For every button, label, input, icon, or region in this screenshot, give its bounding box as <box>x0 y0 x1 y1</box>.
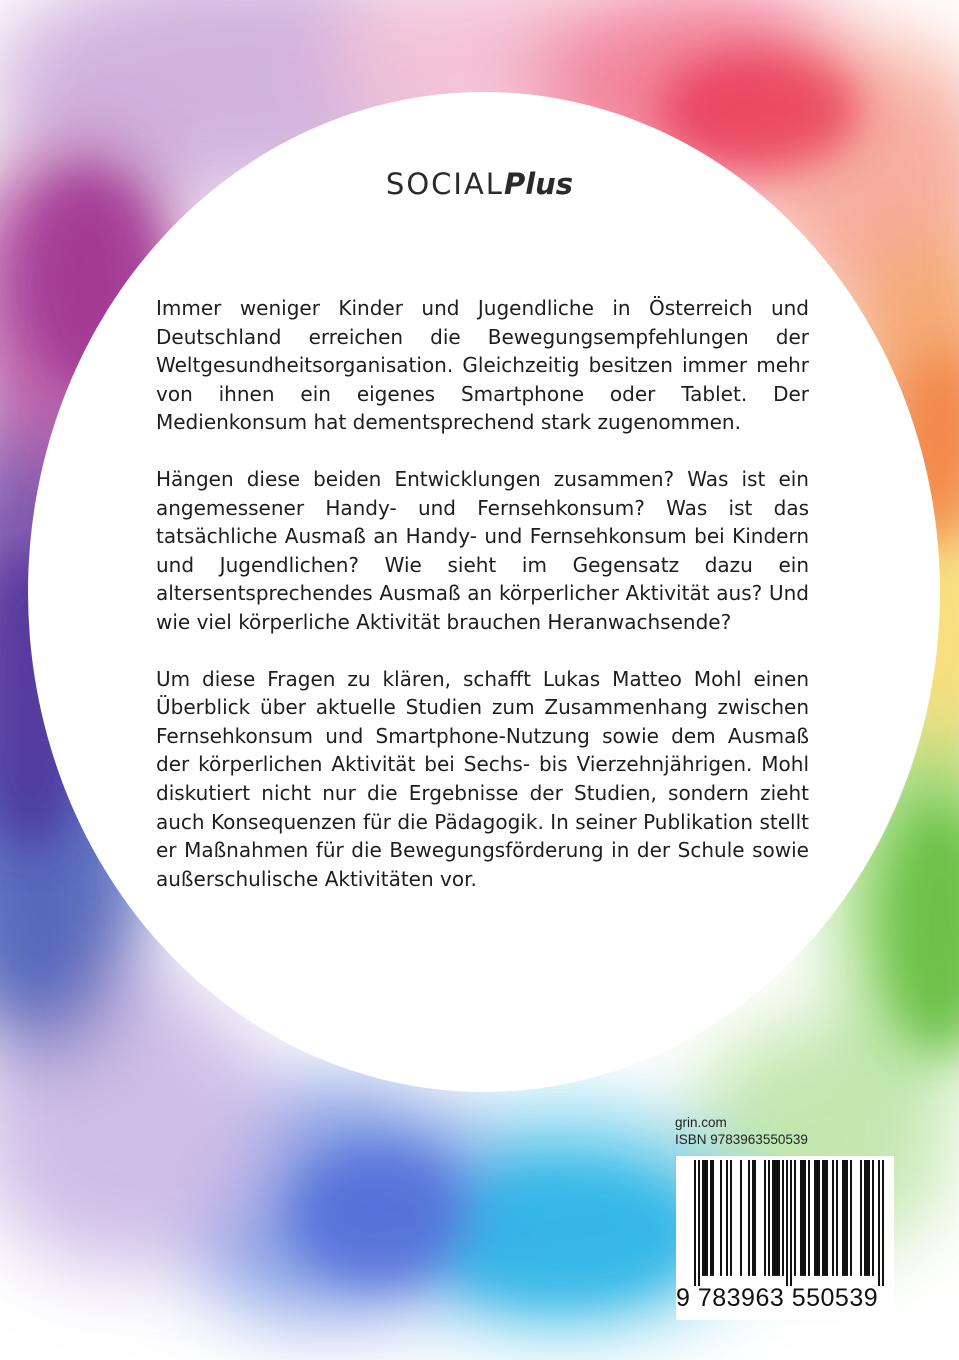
barcode-bar <box>804 1160 806 1276</box>
back-cover-description <box>156 294 809 921</box>
barcode-digits: 9 783963 550539 <box>676 1284 879 1312</box>
barcode-bar <box>786 1160 788 1286</box>
isbn-label: ISBN 9783963550539 <box>675 1132 808 1147</box>
barcode-bar <box>710 1160 712 1276</box>
description-paragraph-2: Hängen diese beiden Entwicklungen zusammen? Was ist ein angemessener Handy- und Fernsehkonsum? Was ist das tatsächliche Ausmaß an Handy- und Fernsehkonsum bei Kindern und Jugendlichen? Wie sieht im Gegensatz dazu ein altersentsprechendes Ausmaß an körperlicher Aktivität aus? Und wie viel körperliche Aktivität brauchen Heranwachsende? <box>156 466 809 634</box>
barcode-bar <box>818 1160 820 1276</box>
barcode-bar <box>836 1160 838 1276</box>
barcode-bar <box>844 1160 846 1276</box>
barcode-bar <box>826 1160 828 1276</box>
barcode-bar <box>868 1160 870 1276</box>
barcode-bars <box>694 1160 884 1286</box>
barcode-bar <box>794 1160 796 1276</box>
barcode-bar <box>816 1160 818 1276</box>
barcode-bar <box>824 1160 826 1276</box>
barcode-bar <box>706 1160 708 1276</box>
barcode-bar <box>748 1160 750 1276</box>
barcode-bar <box>878 1160 880 1286</box>
barcode-bar <box>832 1160 834 1276</box>
barcode-bar <box>882 1160 884 1286</box>
publisher-info <box>675 1114 808 1148</box>
series-logo <box>0 167 959 201</box>
barcode-bar <box>694 1160 696 1286</box>
barcode-bar <box>740 1160 742 1276</box>
barcode-bar <box>730 1160 732 1276</box>
barcode-bar <box>712 1160 714 1276</box>
barcode-bar <box>864 1160 866 1276</box>
barcode-bar <box>764 1160 766 1276</box>
barcode-bar <box>790 1160 792 1286</box>
barcode-bar <box>698 1160 700 1286</box>
barcode-bar <box>774 1160 776 1276</box>
barcode-bar <box>822 1160 824 1276</box>
barcode-bar <box>778 1160 780 1276</box>
barcode-bar <box>772 1160 774 1276</box>
description-paragraph-1: Immer weniger Kinder und Jugendliche in Österreich und Deutschland erreichen die Bewegungsempfehlungen der Weltgesundheitsorganisation. Gleichzeitig besitzen immer mehr von ihnen ein eigenes Smartphone oder Tablet. Der Medienkonsum hat dementsprechend stark zugenommen. <box>156 296 809 435</box>
barcode-bar <box>808 1160 810 1276</box>
barcode-bar <box>800 1160 802 1276</box>
barcode-bar <box>872 1160 874 1276</box>
logo-social: SOCIAL <box>385 167 504 201</box>
barcode-bar <box>726 1160 728 1276</box>
barcode-bar <box>754 1160 756 1276</box>
barcode-bar <box>704 1160 706 1276</box>
barcode-bar <box>768 1160 770 1276</box>
description-paragraph-3: Um diese Fragen zu klären, schafft Lukas Matteo Mohl einen Überblick über aktuelle Studien zum Zusammenhang zwischen Fernsehkonsum und Smartphone-Nutzung sowie dem Ausmaß der körperlichen Aktivität bei Sechs- bis Vierzehnjährigen. Mohl diskutiert nicht nur die Ergebnisse der Studien, sondern zieht auch Konsequenzen für die Pädagogik. In seiner Publikation stellt er Maßnahmen für die Bewegungsförderung in der Schule sowie außerschulische Aktivitäten vor. <box>156 666 809 891</box>
barcode-bar <box>850 1160 852 1276</box>
barcode-bar <box>814 1160 816 1276</box>
barcode-bar <box>752 1160 754 1276</box>
barcode-bar <box>866 1160 868 1276</box>
publisher-website: grin.com <box>675 1115 727 1130</box>
barcode-bar <box>720 1160 722 1276</box>
barcode-bar <box>860 1160 862 1276</box>
logo-plus: Plus <box>503 167 574 201</box>
barcode-bar <box>776 1160 778 1276</box>
barcode-bar <box>702 1160 704 1276</box>
barcode-bar <box>802 1160 804 1276</box>
barcode-bar <box>782 1160 784 1276</box>
isbn-barcode <box>676 1156 894 1320</box>
barcode-bar <box>846 1160 848 1276</box>
barcode-bar <box>842 1160 844 1276</box>
